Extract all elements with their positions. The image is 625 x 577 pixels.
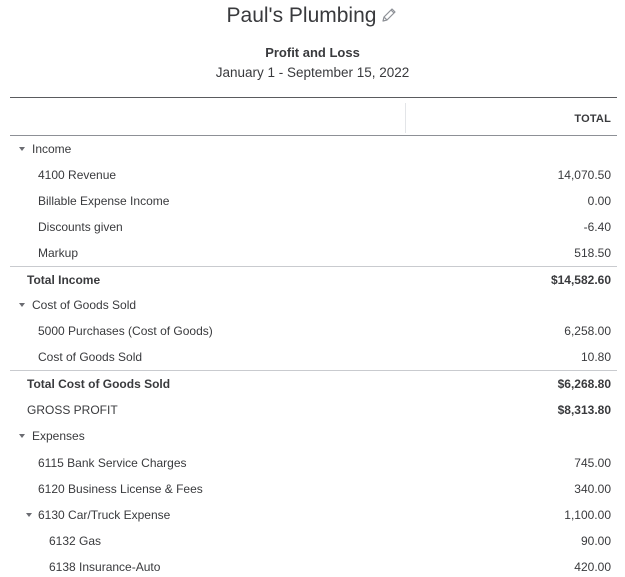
total-column-header[interactable]: TOTAL <box>574 113 611 125</box>
row-label: Total Cost of Goods Sold <box>27 377 171 391</box>
row-label: 5000 Purchases (Cost of Goods) <box>38 324 213 338</box>
row-label: 6130 Car/Truck Expense <box>38 508 171 522</box>
collapse-caret-icon[interactable] <box>19 434 25 438</box>
row-value[interactable]: 518.50 <box>574 246 611 260</box>
table-row[interactable] <box>10 344 617 370</box>
row-value[interactable]: $14,582.60 <box>550 273 611 287</box>
row-label: 6138 Insurance-Auto <box>49 560 161 574</box>
row-value[interactable]: $6,268.80 <box>557 377 611 391</box>
table-row[interactable] <box>10 240 617 266</box>
row-label: Total Income <box>27 273 101 287</box>
table-row[interactable] <box>10 214 617 240</box>
collapse-caret-icon[interactable] <box>19 303 25 307</box>
total-income-row[interactable] <box>10 266 617 292</box>
row-label: GROSS PROFIT <box>27 403 118 417</box>
row-label: 6132 Gas <box>49 534 102 548</box>
row-label: Income <box>32 142 72 156</box>
row-label: Discounts given <box>38 220 123 234</box>
report-title: Profit and Loss <box>265 45 360 60</box>
table-row[interactable] <box>10 476 617 502</box>
table-row[interactable] <box>10 528 617 554</box>
row-value[interactable]: 6,258.00 <box>564 324 611 338</box>
row-label: Billable Expense Income <box>38 194 170 208</box>
company-name[interactable] <box>0 4 625 28</box>
row-value[interactable]: $8,313.80 <box>557 403 611 417</box>
row-value[interactable]: -6.40 <box>583 220 611 234</box>
row-label: Markup <box>38 246 79 260</box>
table-row[interactable] <box>10 162 617 188</box>
row-value[interactable]: 0.00 <box>587 194 611 208</box>
section-income[interactable] <box>10 136 617 162</box>
row-value[interactable]: 14,070.50 <box>557 168 611 182</box>
row-label: 6120 Business License & Fees <box>38 482 203 496</box>
total-cogs-row[interactable] <box>10 370 617 396</box>
header-top-rule <box>10 97 617 98</box>
row-value[interactable]: 90.00 <box>580 534 611 548</box>
row-value[interactable]: 1,100.00 <box>564 508 611 522</box>
section-cost-of-goods-sold[interactable] <box>10 292 617 318</box>
row-label: Expenses <box>32 429 85 443</box>
row-value[interactable]: 420.00 <box>574 560 611 574</box>
table-row[interactable] <box>10 318 617 344</box>
row-value[interactable]: 10.80 <box>580 350 611 364</box>
table-row[interactable] <box>10 450 617 476</box>
gross-profit-row[interactable] <box>10 397 617 423</box>
row-value[interactable]: 340.00 <box>574 482 611 496</box>
row-label: 4100 Revenue <box>38 168 117 182</box>
row-label: 6115 Bank Service Charges <box>38 456 187 470</box>
company-name-text: Paul's Plumbing <box>226 4 377 27</box>
report-date-range: January 1 - September 15, 2022 <box>215 65 410 80</box>
pencil-icon[interactable] <box>380 6 398 24</box>
table-row[interactable] <box>10 502 617 528</box>
row-value[interactable]: 745.00 <box>574 456 611 470</box>
table-row[interactable] <box>10 554 617 577</box>
row-label: Cost of Goods Sold <box>32 298 137 312</box>
table-row[interactable] <box>10 188 617 214</box>
collapse-caret-icon[interactable] <box>19 147 25 151</box>
row-label: Cost of Goods Sold <box>38 350 143 364</box>
collapse-caret-icon[interactable] <box>26 513 32 517</box>
section-expenses[interactable] <box>10 423 617 449</box>
column-divider <box>405 103 406 133</box>
